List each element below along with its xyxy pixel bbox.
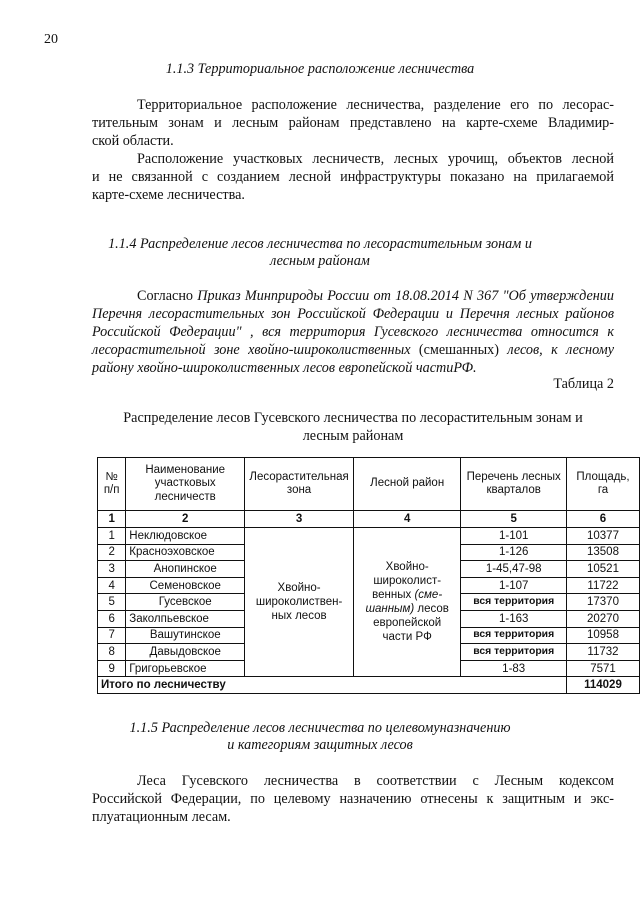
row-name: Красноэховское [126,544,245,561]
row-area: 10377 [566,528,639,545]
paragraph-order: Согласно Приказ Минприроды России от 18.08.2014 N 367 "Об утверждении Перечня лесорастительных зон Российской Федерации и Перечня лесных районов Российской Федерации" , вся территория Гусевского лесничества относится к лесорастительной зоне хвойно-широколиственных (смешанных) лесов, к лесному району хвойно-широколиственных лесов европейской частиРФ. [92,288,615,376]
page-number: 20 [44,32,58,47]
row-num: 4 [98,577,126,594]
column-number: 4 [353,511,460,528]
paragraph-territory: Территориальное расположение лесничества, разделение его по лесорас- тительным зонам и лесным районам представлено на карте-схеме Владимир- ской области. [92,97,614,149]
row-name: Давыдовское [126,644,245,661]
row-name: Заколпьевское [126,610,245,627]
column-number-row [98,511,640,528]
paragraph-location: Расположение участковых лесничеств, лесных урочищ, объектов лесной и не связанной с созданием лесной инфраструктуры показано на прилагаемой карте-схеме лесничества. [92,151,614,203]
row-quarters: вся территория [461,594,567,611]
row-quarters: 1-101 [461,528,567,545]
row-area: 7571 [566,660,639,677]
row-quarters: 1-45,47-98 [461,561,567,578]
row-num: 5 [98,594,126,611]
row-quarters: 1-126 [461,544,567,561]
header-quarters: Перечень лесных кварталов [461,458,567,511]
row-area: 10958 [566,627,639,644]
table-header-row [98,458,640,511]
row-quarters: 1-83 [461,660,567,677]
row-area: 17370 [566,594,639,611]
column-number: 5 [461,511,567,528]
row-quarters: 1-107 [461,577,567,594]
total-label: Итого по лесничеству [98,677,567,694]
header-zone: Лесорастительная зона [245,458,354,511]
row-area: 11732 [566,644,639,661]
row-quarters: вся территория [461,644,567,661]
total-area: 114029 [566,677,639,694]
row-quarters: 1-163 [461,610,567,627]
section-heading-1-1-3: 1.1.3 Территориальное расположение лесничества [165,61,475,77]
table-total-row [98,677,640,694]
row-num: 3 [98,561,126,578]
forest-distribution-table [97,457,640,694]
table-title: Распределение лесов Гусевского лесничества по лесорастительным зонам и лесным районам [123,410,583,444]
header-district: Лесной район [353,458,460,511]
row-num: 7 [98,627,126,644]
row-area: 11722 [566,577,639,594]
row-name: Гусевское [126,594,245,611]
row-area: 10521 [566,561,639,578]
row-quarters: вся территория [461,627,567,644]
section-heading-1-1-4: 1.1.4 Распределение лесов лесничества по лесорастительным зонам и лесным районам [108,236,532,269]
table-row [98,528,640,545]
paragraph-purpose: Леса Гусевского лесничества в соответствии с Лесным кодексом Российской Федерации, по целевому назначению отнесены к защитным и экс- плуатационным лесам. [92,773,614,825]
row-area: 13508 [566,544,639,561]
row-name: Григорьевское [126,660,245,677]
column-number: 1 [98,511,126,528]
row-name: Вашутинское [126,627,245,644]
column-number: 6 [566,511,639,528]
row-name: Неклюдовское [126,528,245,545]
row-area: 20270 [566,610,639,627]
row-name: Семеновское [126,577,245,594]
district-cell: Хвойно-широколист-венных (сме-шанным) лесов европейской части РФ [353,528,460,677]
table-caption: Таблица 2 [553,376,614,392]
column-number: 2 [126,511,245,528]
header-num: № п/п [98,458,126,511]
section-heading-1-1-5: 1.1.5 Распределение лесов лесничества по целевомуназначению и категориям защитных лесов [129,720,511,753]
header-name: Наименование участковых лесничеств [126,458,245,511]
row-num: 8 [98,644,126,661]
column-number: 3 [245,511,354,528]
header-area: Площадь, га [566,458,639,511]
row-num: 2 [98,544,126,561]
row-name: Анопинское [126,561,245,578]
row-num: 1 [98,528,126,545]
zone-cell: Хвойно-широколиствен-ных лесов [245,528,354,677]
row-num: 6 [98,610,126,627]
row-num: 9 [98,660,126,677]
